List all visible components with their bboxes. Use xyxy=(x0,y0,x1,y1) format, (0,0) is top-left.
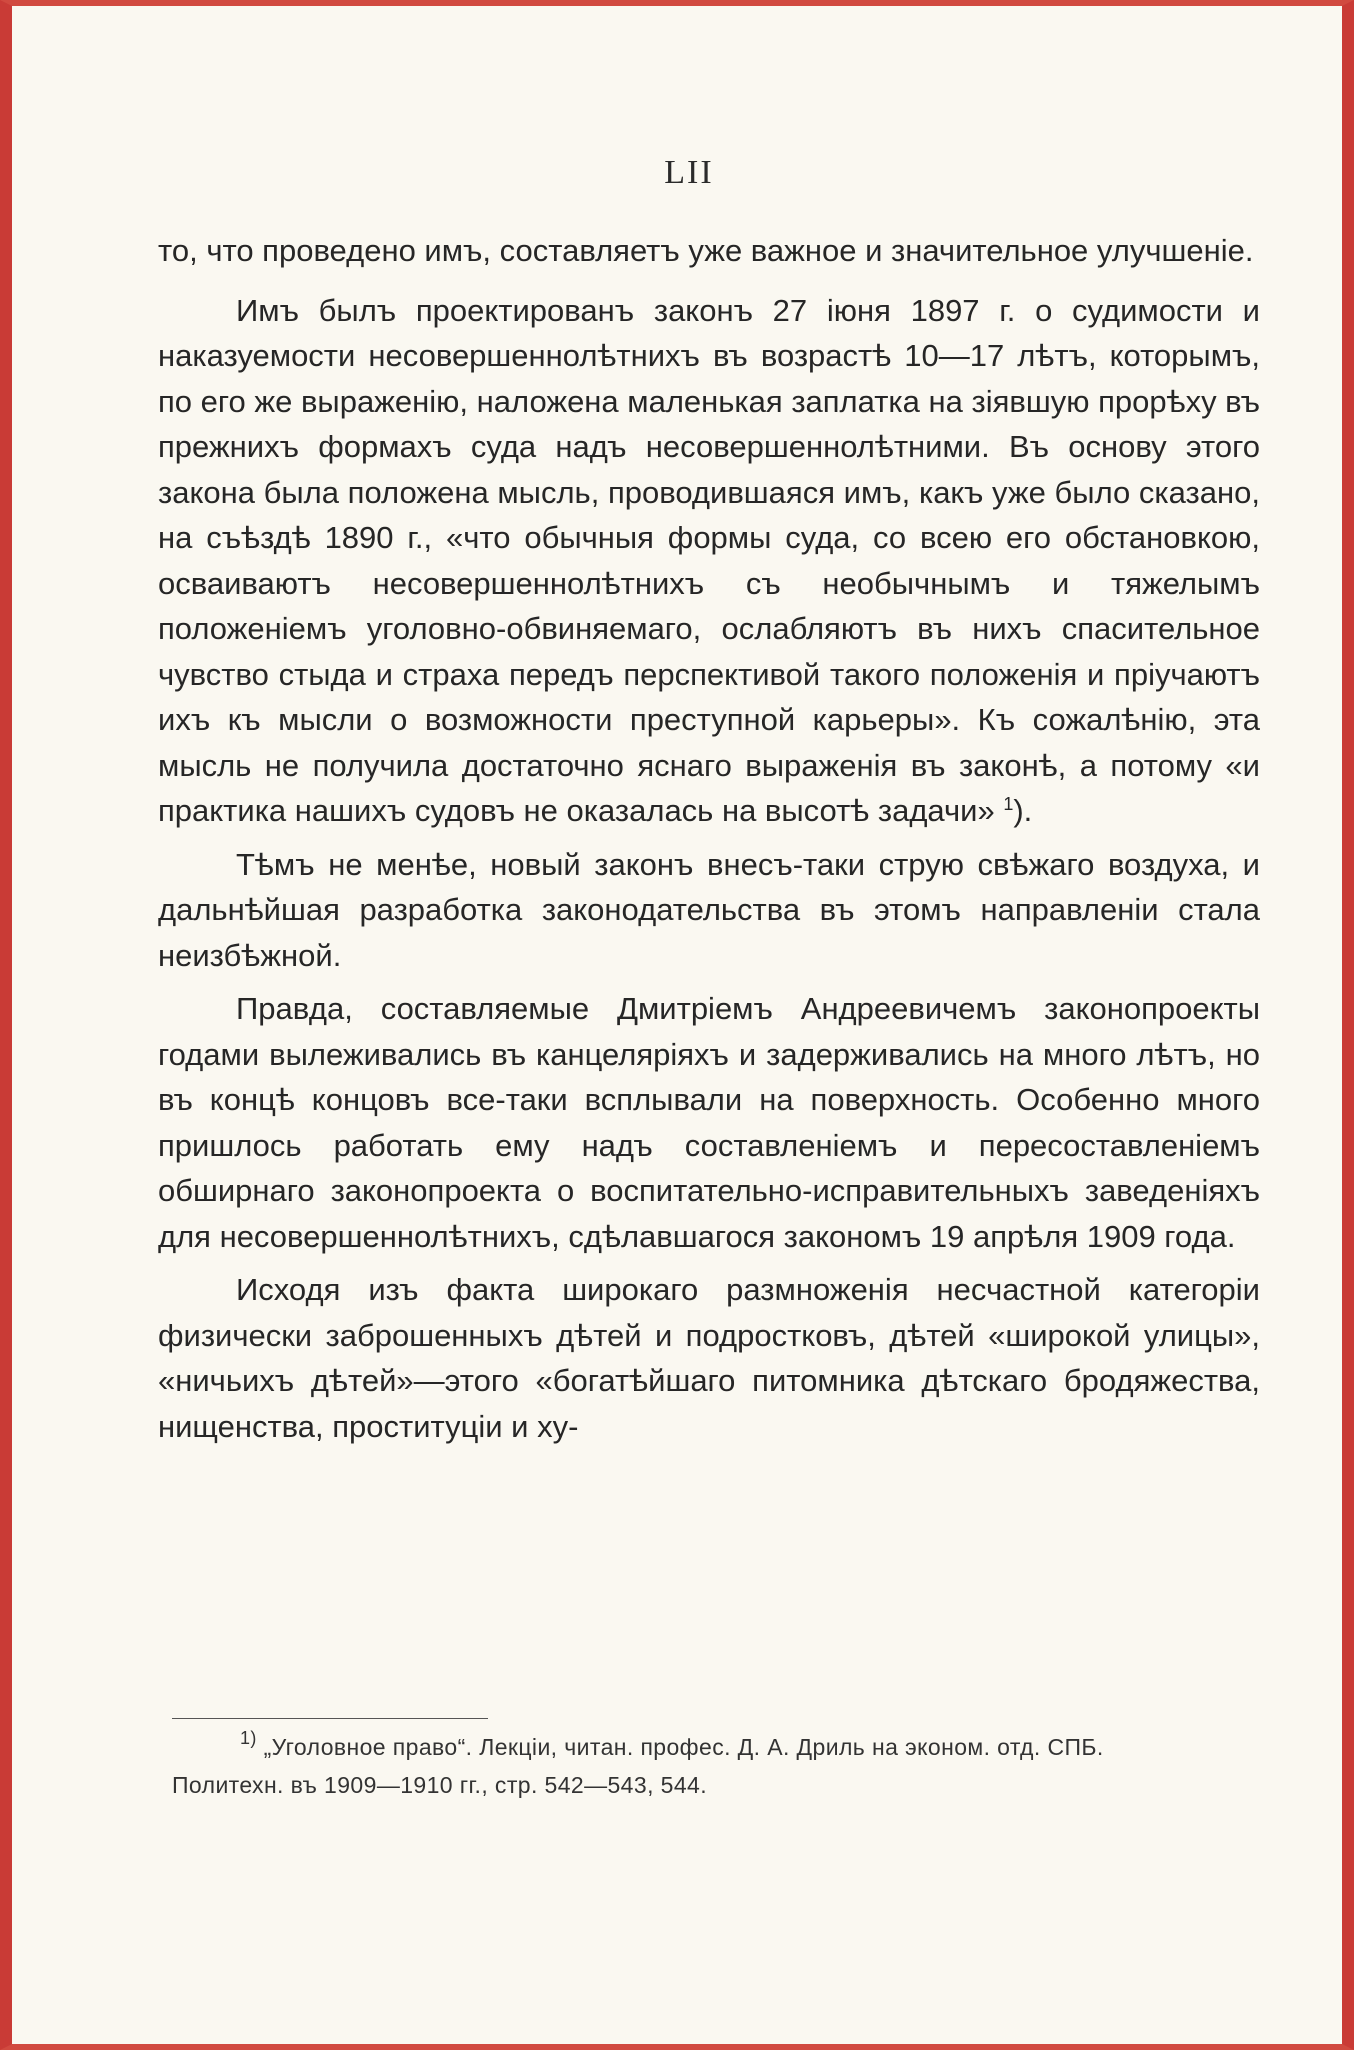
footnote-line-1 xyxy=(172,1728,1272,1766)
paragraph-law-1897-text: Имъ былъ проектированъ законъ 27 іюня 1897 г. о судимости и наказуемости несовершеннолѣтнихъ въ возрастѣ 10—17 лѣтъ, которымъ, по его же выраженію, наложена маленькая заплатка на зіявшую прорѣху въ прежнихъ формахъ суда надъ несовершеннолѣтними. Въ основу этого закона была положена мысль, проводившаяся имъ, какъ уже было сказано, на съѣздѣ 1890 г., «что обычныя формы суда, со всею его обстановкою, осваиваютъ несовершеннолѣтнихъ съ необычнымъ и тяжелымъ положеніемъ уголовно-обвиняемаго, ослабляютъ въ нихъ спасительное чувство стыда и страха передъ перспективой такого положенія и пріучаютъ ихъ къ мысли о возможности преступной карьеры». Къ сожалѣнію, эта мысль не получила достаточно яснаго выраженія въ законѣ, а потому «и практика нашихъ судовъ не оказалась на высотѣ задачи» xyxy=(158,292,1260,828)
footnote-number: 1) xyxy=(240,1728,257,1749)
paragraph-continuation: то, что проведено имъ, составляетъ уже важное и значительное улучшеніе. xyxy=(158,233,1254,268)
paragraph-drafts: Правда, составляемые Дмитріемъ Андреевичемъ законопроекты годами вылеживались въ канцеляріяхъ и задерживались на много лѣтъ, но въ концѣ концовъ все-таки всплывали на поверхность. Особенно много пришлось работать ему надъ составленіемъ и пересоставленіемъ обширнаго законопроекта о воспитательно-исправительныхъ заведеніяхъ для несовершеннолѣтнихъ, сдѣлавшагося закономъ 19 апрѣля 1909 года. xyxy=(158,991,1260,1254)
paragraph-children: Исходя изъ факта широкаго размноженія несчастной категоріи физически заброшенныхъ дѣтей и подростковъ, дѣтей «широкой улицы», «ничьихъ дѣтей»—этого «богатѣйшаго питомника дѣтскаго бродяжества, нищенства, проституціи и ху- xyxy=(158,1272,1260,1444)
body-text xyxy=(158,228,1260,1457)
footnote-marker-close: ). xyxy=(1013,793,1033,828)
paragraph-law-1897 xyxy=(158,288,1260,834)
footnote-divider xyxy=(172,1718,488,1719)
paragraph-new-law: Тѣмъ не менѣе, новый законъ внесъ-таки струю свѣжаго воздуха, и дальнѣйшая разработка законодательства въ этомъ направленіи стала неизбѣжной. xyxy=(158,846,1260,973)
footnote-line-2: Политехн. въ 1909—1910 гг., стр. 542—543, 544. xyxy=(172,1772,708,1798)
page-number: LII xyxy=(664,154,714,191)
footnote-marker: 1 xyxy=(1003,794,1014,815)
footnote xyxy=(172,1728,1272,1804)
footnote-text-1: „Уголовное право“. Лекціи, читан. профес. Д. А. Дриль на эконом. отд. СПБ. xyxy=(263,1734,1104,1760)
